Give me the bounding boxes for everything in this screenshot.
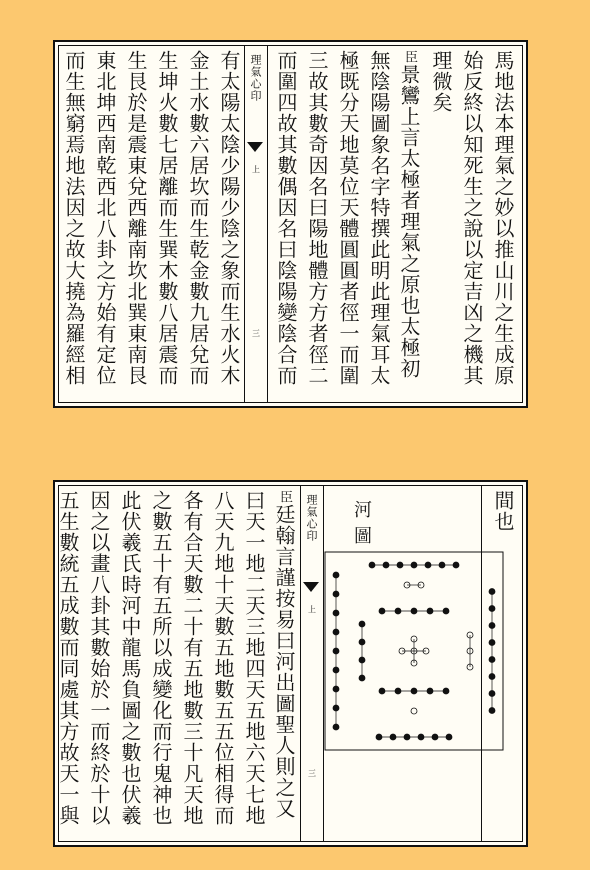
- top-col-left-4: 生艮於是震東兌西離南坎北巽東南艮: [124, 50, 148, 386]
- bottom-note-text-1: 廷翰言謹按易曰河出圖聖人則之又: [272, 504, 296, 819]
- bottom-col-3: 八天九地十天數五地數五五位相得而: [211, 490, 235, 826]
- top-note-col-3: 極既分天地莫位天體圓圓者徑一而圍: [336, 50, 360, 386]
- north-inner-dot: [411, 708, 417, 714]
- top-col-2: 始反終以知死生之說以定吉凶之機其: [460, 50, 484, 386]
- bottom-fold-strip: [300, 486, 324, 841]
- top-fold-header: 理氣心印: [249, 54, 262, 102]
- top-col-3: 理微矣: [429, 50, 453, 113]
- bottom-col-6: 此伏羲氏時河中龍馬負圖之數也伏羲: [118, 490, 142, 826]
- top-note-col-4: 三故其數奇因名曰陽地體方方者徑二: [305, 50, 329, 386]
- top-col-left-1: 有太陽太陰少陽少陰之象而生水火木: [217, 50, 241, 386]
- top-note-col-5: 而圍四故其數偶因名曰陰陽變陰合而: [274, 50, 298, 386]
- top-fold-page: 三: [252, 329, 260, 338]
- bottom-col-right: 間也: [491, 490, 515, 532]
- bottom-col-8: 五生數統五成數而同處其方故天一與: [56, 490, 80, 826]
- bottom-note-col-1: [269, 490, 300, 837]
- bottom-col-2: 曰天一地二天三地四天五地六天七地: [242, 490, 266, 826]
- top-fold-fishtail-upper: [247, 142, 263, 152]
- bottom-fold-page: 三: [308, 769, 316, 778]
- top-col-left-5: 東北坤西南乾西北八卦之方始有定位: [93, 50, 117, 386]
- bottom-page-frame: [58, 485, 523, 842]
- hetu-diagram: [324, 551, 504, 751]
- bottom-col-5: 之數五十有五所以成變化而行鬼神也: [149, 490, 173, 826]
- top-col-1: 馬地法本理氣之妙以推山川之生成原: [491, 50, 515, 386]
- top-page: [53, 40, 528, 408]
- hetu-title: 河圖: [354, 500, 442, 547]
- bottom-fold-fishtail-upper: [303, 582, 319, 592]
- top-col-left-3: 生坤火數七居離而生巽木數八居震而: [155, 50, 179, 386]
- bottom-col-7: 因之以畫八卦其數始於一而終於十以: [87, 490, 111, 826]
- top-col-left-6: 而生無窮焉地法因之故大撓為羅經相: [62, 50, 86, 386]
- bottom-col-4: 各有合天數二十有五地數三十凡天地: [180, 490, 204, 826]
- top-fold-strip: [244, 46, 268, 402]
- top-note-text-1: 景鸞上言太極者理氣之原也太極初: [397, 64, 421, 379]
- top-col-left-2: 金土水數六居坎而生乾金數九居兌而: [186, 50, 210, 386]
- bottom-page: [53, 480, 528, 847]
- top-page-frame: [58, 45, 523, 403]
- top-note-col-1: [394, 50, 425, 398]
- bottom-note-prefix: 臣: [277, 490, 292, 504]
- top-note-prefix: 臣: [402, 50, 417, 64]
- bottom-fold-header: 理氣心印: [305, 494, 318, 542]
- top-note-col-2: 無陰陽圖象名字特撰此明此理氣耳太: [367, 50, 391, 386]
- top-fold-volume: 上: [252, 165, 260, 174]
- hetu-dots: [333, 562, 495, 740]
- bottom-fold-volume: 上: [308, 605, 316, 614]
